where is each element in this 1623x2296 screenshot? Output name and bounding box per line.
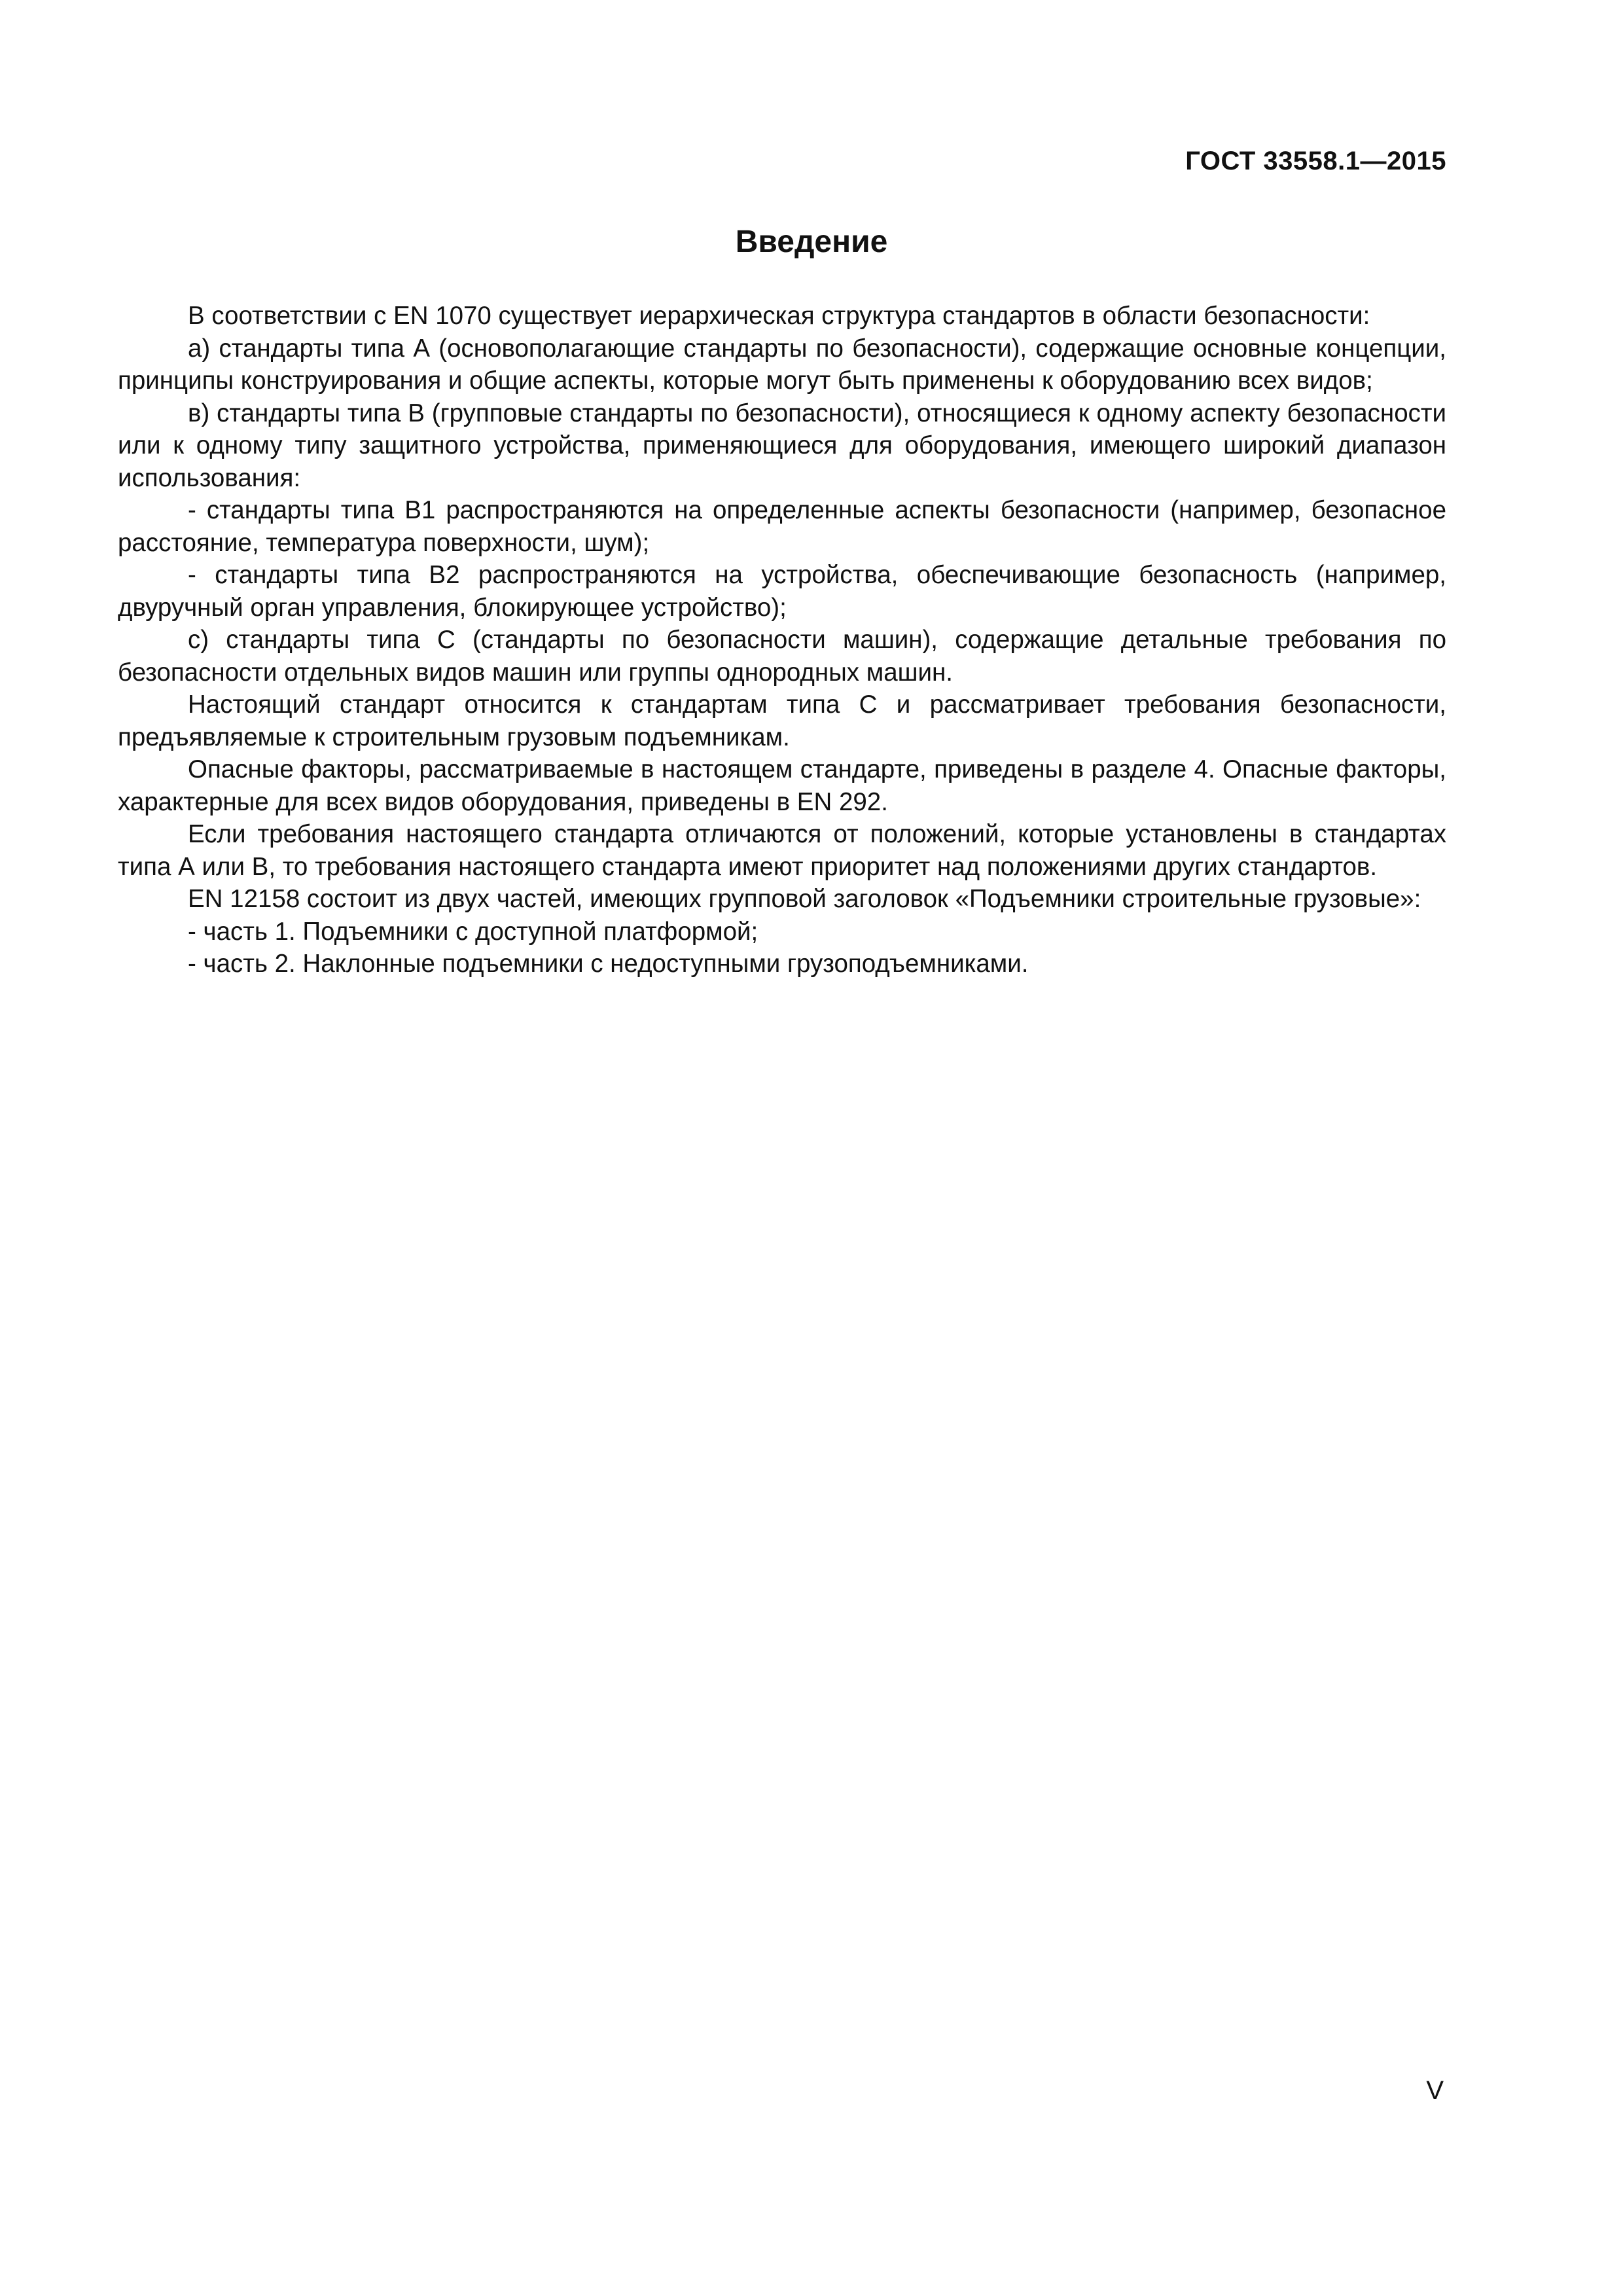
paragraph: а) стандарты типа А (основополагающие стандарты по безопасности), содержащие основные концепции, принципы конструирования и общие аспекты, которые могут быть применены к оборудованию всех видов; — [118, 334, 1446, 395]
list-item: - часть 2. Наклонные подъемники с недоступными грузоподъемниками. — [188, 950, 1029, 978]
paragraph: с) стандарты типа С (стандарты по безопасности машин), содержащие детальные требования по безопасности отдельных видов машин или группы однородных машин. — [118, 626, 1446, 687]
section-title: Введение — [735, 224, 888, 259]
paragraph: Настоящий стандарт относится к стандартам типа С и рассматривает требования безопасности, предъявляемые к строительным грузовым подъемникам. — [118, 691, 1446, 751]
paragraph: EN 12158 состоит из двух частей, имеющих групповой заголовок «Подъемники строительные грузовые»: — [188, 885, 1421, 913]
paragraph: в) стандарты типа В (групповые стандарты по безопасности), относящиеся к одному аспекту безопасности или к одному типу защитного устройства, применяющиеся для оборудования, имеющего широкий диапазон использования: — [118, 399, 1446, 492]
paragraph: В соответствии с EN 1070 существует иерархическая структура стандартов в области безопасности: — [188, 302, 1370, 330]
page-number: V — [1426, 2076, 1444, 2105]
paragraph: - стандарты типа В2 распространяются на устройства, обеспечивающие безопасность (например, двуручный орган управления, блокирующее устройство); — [118, 561, 1446, 622]
paragraph: - стандарты типа В1 распространяются на определенные аспекты безопасности (например, безопасное расстояние, температура поверхности, шум); — [118, 496, 1446, 557]
paragraph: Если требования настоящего стандарта отличаются от положений, которые установлены в стандартах типа А или В, то требования настоящего стандарта имеют приоритет над положениями других стандартов. — [118, 820, 1446, 881]
paragraph: Опасные факторы, рассматриваемые в настоящем стандарте, приведены в разделе 4. Опасные факторы, характерные для всех видов оборудования, приведены в EN 292. — [118, 755, 1446, 816]
list-item: - часть 1. Подъемники с доступной платформой; — [188, 917, 758, 946]
body-text — [118, 300, 1446, 980]
standard-designation: ГОСТ 33558.1—2015 — [1185, 147, 1446, 175]
